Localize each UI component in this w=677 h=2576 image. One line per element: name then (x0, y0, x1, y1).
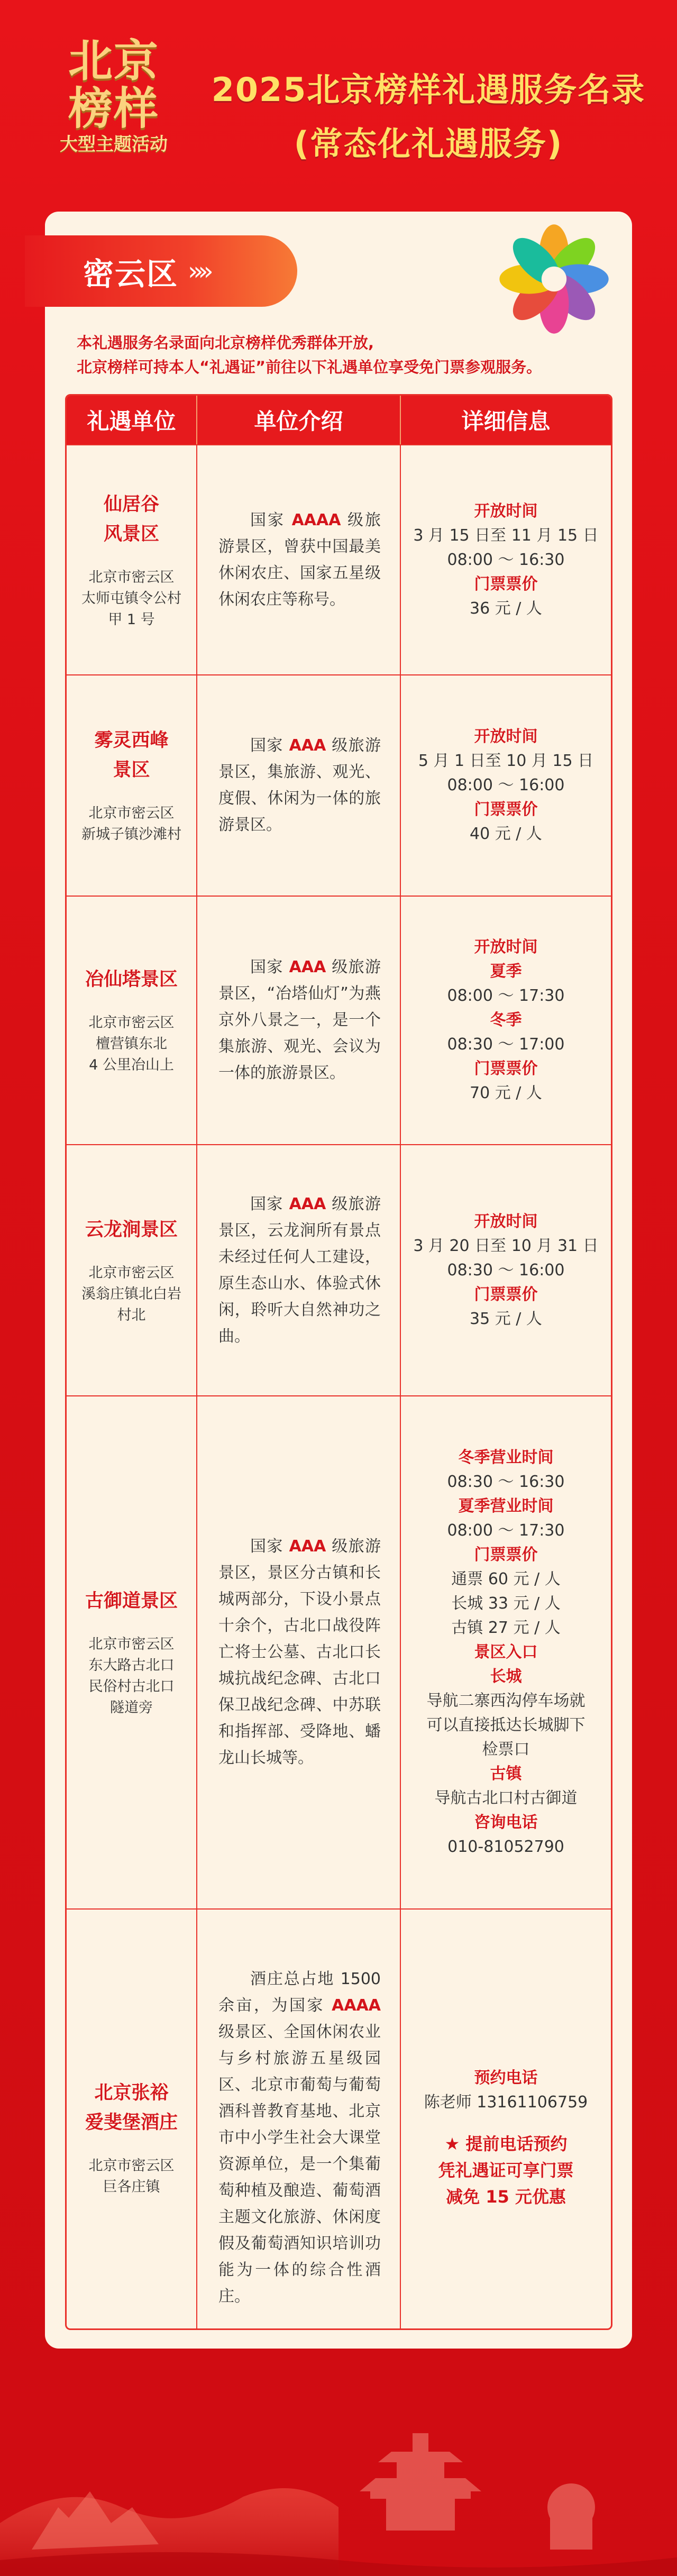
grade-badge: AAA (289, 736, 326, 755)
details-cell (401, 1396, 611, 1908)
info-value: 长城 33 元 / 人 (451, 1594, 561, 1613)
table-row (67, 1395, 611, 1908)
info-heading: 开放时间 (474, 1212, 538, 1231)
venue-address: 北京市密云区 新城子镇沙滩村 (81, 805, 181, 843)
info-value: 08:00 ～ 16:00 (447, 776, 565, 794)
footer-landmark-decoration (0, 2349, 677, 2576)
grade-badge: AAAA (291, 510, 341, 529)
info-heading: 夏季 (490, 962, 522, 981)
table-row (67, 674, 611, 896)
venue-cell (67, 897, 197, 1144)
intro-cell (197, 675, 401, 896)
table-row (67, 896, 611, 1144)
info-heading: 古镇 (490, 1765, 522, 1783)
venue-description: 国家 AAA 级旅游景区，集旅游、观光、度假、休闲为一体的旅游景区。 (218, 736, 381, 834)
content-card (45, 212, 632, 2349)
info-value: 08:30 ～ 17:00 (447, 1035, 565, 1054)
intro-cell (197, 1145, 401, 1395)
district-badge (25, 235, 297, 307)
info-value: 通票 60 元 / 人 (451, 1570, 561, 1588)
grade-badge: AAA (289, 1194, 326, 1213)
intro-cell (197, 1396, 401, 1908)
details-cell (401, 1910, 611, 2330)
info-heading: 长城 (490, 1667, 522, 1686)
info-heading: 门票票价 (474, 1546, 538, 1564)
intro-cell (197, 1910, 401, 2330)
venue-address: 北京市密云区 太师屯镇令公村 甲 1 号 (81, 569, 181, 628)
info-value: 古镇 27 元 / 人 (451, 1619, 561, 1637)
venue-name: 冶仙塔景区 (85, 969, 178, 990)
info-heading: 开放时间 (474, 938, 538, 956)
info-heading: 开放时间 (474, 727, 538, 746)
table-row (67, 444, 611, 674)
venue-name: 仙居谷 (103, 494, 159, 515)
info-value: 导航二寨西沟停车场就 (426, 1692, 585, 1710)
info-value: 导航古北口村古御道 (434, 1789, 578, 1807)
col-intro-header: 单位介绍 (197, 396, 401, 444)
venue-table (65, 394, 612, 2330)
venue-name: 景区 (113, 760, 150, 781)
info-heading: 夏季营业时间 (458, 1497, 554, 1515)
venue-description: 国家 AAAA 级旅游景区，曾获中国最美休闲农庄、国家五星级休闲农庄等称号。 (218, 510, 381, 609)
table-row (67, 1144, 611, 1395)
info-value: 70 元 / 人 (470, 1084, 542, 1102)
info-value: 5 月 1 日至 10 月 15 日 (418, 752, 594, 770)
arrows-icon: »» (188, 256, 208, 286)
info-heading: 凭礼遇证可享门票 (438, 2160, 574, 2180)
info-value: 08:00 ～ 17:30 (447, 986, 565, 1005)
grade-badge: AAA (289, 958, 326, 976)
grade-badge: AAA (289, 1537, 326, 1556)
intro-text: 本礼遇服务名录面向北京榜样优秀群体开放, 北京榜样可持本人“礼遇证”前往以下礼遇单位享受免门票参观服务。 (77, 334, 542, 376)
venue-name: 雾灵西峰 (94, 730, 169, 751)
info-value: 08:00 ～ 16:30 (447, 550, 565, 569)
info-heading: 冬季 (490, 1011, 522, 1029)
info-value: 3 月 15 日至 11 月 15 日 (413, 526, 599, 545)
info-heading: 预约电话 (474, 2068, 538, 2087)
info-heading: 门票票价 (474, 574, 538, 593)
info-heading: 开放时间 (474, 501, 538, 520)
grade-badge: AAAA (332, 1996, 381, 2015)
info-heading: 门票票价 (474, 1059, 538, 1078)
page-subtitle: (常态化礼遇服务) (294, 124, 563, 163)
venue-cell (67, 445, 197, 674)
venue-description: 国家 AAA 级旅游景区，“冶塔仙灯”为燕京外八景之一，是一个集旅游、观光、会议为一体的旅游景区。 (218, 958, 381, 1082)
info-value: 08:00 ～ 17:30 (447, 1521, 565, 1540)
venue-address: 北京市密云区 东大路古北口 民俗村古北口 隧道旁 (88, 1636, 175, 1716)
info-heading: 咨询电话 (474, 1813, 538, 1832)
beijing-role-model-logo: 北京 榜样 大型主题活动 (60, 35, 168, 155)
intro-cell (197, 897, 401, 1144)
info-heading: 门票票价 (474, 800, 538, 819)
info-value: 陈老师 13161106759 (424, 2093, 588, 2112)
info-value: 08:30 ～ 16:30 (447, 1473, 565, 1491)
info-value: 010-81052790 (447, 1838, 564, 1856)
info-value: 3 月 20 日至 10 月 31 日 (413, 1236, 599, 1255)
info-heading: 景区入口 (474, 1643, 538, 1661)
page-header (0, 0, 677, 212)
intro-cell (197, 445, 401, 674)
col-venue-header: 礼遇单位 (67, 396, 197, 444)
table-header (67, 396, 611, 444)
details-cell (401, 445, 611, 674)
info-value: 35 元 / 人 (470, 1309, 542, 1328)
venue-name: 云龙涧景区 (85, 1219, 178, 1240)
venue-cell (67, 675, 197, 896)
details-cell (401, 897, 611, 1144)
venue-address: 北京市密云区 巨各庄镇 (88, 2157, 175, 2195)
page-title: 2025北京榜样礼遇服务名录 (211, 70, 646, 109)
details-cell (401, 675, 611, 896)
info-heading: 门票票价 (474, 1285, 538, 1304)
details-cell (401, 1145, 611, 1395)
venue-description: 国家 AAA 级旅游景区，云龙涧所有景点未经过任何人工建设，原生态山水、体验式休闲，聆听大自然神功之曲。 (218, 1194, 381, 1346)
table-row (67, 1908, 611, 2330)
info-value: 40 元 / 人 (470, 825, 542, 843)
info-value: 可以直接抵达长城脚下 (426, 1716, 585, 1734)
venue-cell (67, 1145, 197, 1395)
info-value: 36 元 / 人 (470, 599, 542, 618)
info-value: 08:30 ～ 16:00 (447, 1260, 565, 1280)
info-heading: 冬季营业时间 (458, 1448, 554, 1467)
colorful-flower-icon (497, 222, 611, 336)
venue-name: 古御道景区 (85, 1591, 178, 1612)
venue-name: 北京张裕 (94, 2082, 169, 2104)
venue-cell (67, 1910, 197, 2330)
district-label: 密云区 (83, 255, 179, 292)
venue-address: 北京市密云区 溪翁庄镇北白岩 村北 (81, 1264, 181, 1323)
venue-address: 北京市密云区 檀营镇东北 4 公里冶山上 (88, 1015, 175, 1073)
table-body (67, 444, 611, 2330)
info-heading: 减免 15 元优惠 (446, 2186, 566, 2207)
venue-cell (67, 1396, 197, 1908)
venue-name: 风景区 (103, 523, 159, 545)
venue-description: 国家 AAA 级旅游景区，景区分古镇和长城两部分，下设小景点十余个，古北口战役阵亡将士公墓、古北口长城抗战纪念碑、古北口保卫战纪念碑、中苏联和指挥部、受降地、蟠龙山长城等。 (218, 1537, 381, 1767)
venue-description: 酒庄总占地 1500 余亩，为国家 AAAA 级景区、全国休闲农业与乡村旅游五星级园区、北京市葡萄与葡萄酒科普教育基地、北京市中小学生社会大课堂资源单位，是一个集葡萄种植及酿造、葡萄酒主题文化旅游、休闲度假及葡萄酒知识培训功能为一体的综合性酒庄。 (218, 1969, 381, 2306)
info-heading: ★ 提前电话预约 (444, 2133, 568, 2154)
venue-name: 爱斐堡酒庄 (85, 2112, 178, 2133)
info-value: 检票口 (482, 1740, 530, 1759)
col-details-header: 详细信息 (461, 408, 551, 434)
